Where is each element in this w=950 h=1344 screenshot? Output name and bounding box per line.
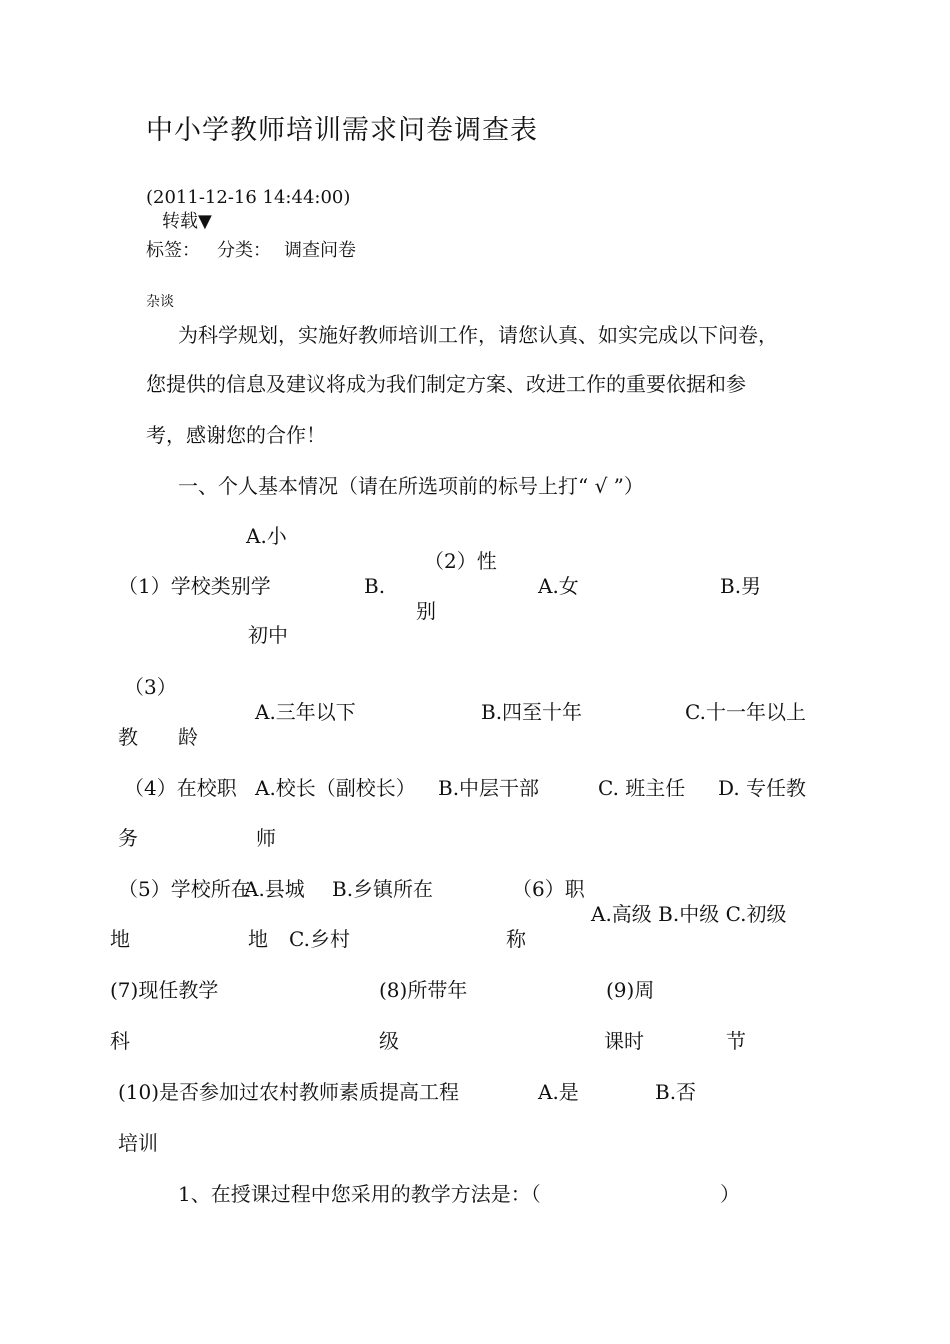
category-link[interactable]: 调查问卷 (284, 240, 356, 261)
question-1-close: ） (720, 1182, 740, 1206)
q5-option-c: C.乡村 (289, 927, 350, 951)
q5-label-cont: 地 (110, 927, 130, 951)
q8-label-cont: 级 (379, 1029, 399, 1053)
q4-option-d: D. 专任教 (718, 776, 807, 800)
question-1: 1、在授课过程中您采用的教学方法是：（ (178, 1182, 541, 1206)
q3-label: （3） (124, 675, 177, 699)
q9-unit: 节 (726, 1029, 746, 1053)
q3-label-cont: 教 龄 (118, 725, 198, 749)
post-datetime: (2011-12-16 14:44:00) (146, 187, 351, 208)
q4-label: （4）在校职 (124, 776, 237, 800)
q3-option-b: B.四至十年 (481, 700, 583, 724)
q6-label: （6）职 (512, 877, 585, 901)
q10-option-b: B.否 (655, 1080, 697, 1104)
q3-option-c: C.十一年以上 (685, 700, 806, 724)
q2-option-b: B.男 (720, 574, 762, 598)
q9-label-cont: 课时 (604, 1029, 644, 1053)
category-label: 分类： (217, 240, 271, 261)
tag-link[interactable]: 杂谈 (146, 294, 174, 310)
intro-line-3: 考，感谢您的合作！ (146, 423, 326, 447)
section-heading: 一、个人基本情况（请在所选项前的标号上打“ √ ”） (178, 474, 644, 498)
q2-label: （2）性 (424, 549, 497, 573)
q7-label: (7)现任教学 (110, 978, 219, 1002)
q10-label-cont: 培训 (118, 1131, 158, 1155)
q10-option-a: A.是 (538, 1080, 579, 1104)
q4-option-b: B.中层干部 (438, 776, 540, 800)
q5-label: （5）学校所在 (118, 877, 251, 901)
q2-label-cont: 别 (416, 599, 436, 623)
q7-label-cont: 科 (110, 1029, 130, 1053)
q5-option-b-cont: 地 (248, 927, 268, 951)
q3-option-a: A.三年以下 (255, 700, 356, 724)
q6-label-cont: 称 (506, 927, 526, 951)
page-title: 中小学教师培训需求问卷调查表 (146, 115, 538, 146)
tags-label: 标签： (146, 240, 200, 261)
q9-label: (9)周 (606, 978, 655, 1002)
q6-options: A.高级 B.中级 C.初级 (591, 902, 787, 926)
q4-option-a: A.校长（副校长） (255, 776, 416, 800)
repost-link[interactable]: 转载▼ (162, 211, 212, 232)
q4-label-cont: 务 (118, 826, 138, 850)
q4-option-c: C. 班主任 (598, 776, 686, 800)
q10-label: (10)是否参加过农村教师素质提高工程 (118, 1080, 460, 1104)
intro-line-2: 您提供的信息及建议将成为我们制定方案、改进工作的重要依据和参 (146, 372, 746, 396)
q1-option-b: B. (364, 574, 386, 598)
q1-label: （1）学校类别学 (118, 574, 271, 598)
q4-option-d-cont: 师 (256, 826, 276, 850)
q1-option-b-cont: 初中 (248, 623, 288, 647)
q5-option-a: A.县城 (244, 877, 305, 901)
q2-option-a: A.女 (538, 574, 579, 598)
q5-option-b: B.乡镇所在 (332, 877, 434, 901)
q8-label: (8)所带年 (379, 978, 468, 1002)
q1-option-a: A.小 (246, 524, 287, 548)
intro-line-1: 为科学规划，实施好教师培训工作，请您认真、如实完成以下问卷， (178, 323, 778, 347)
